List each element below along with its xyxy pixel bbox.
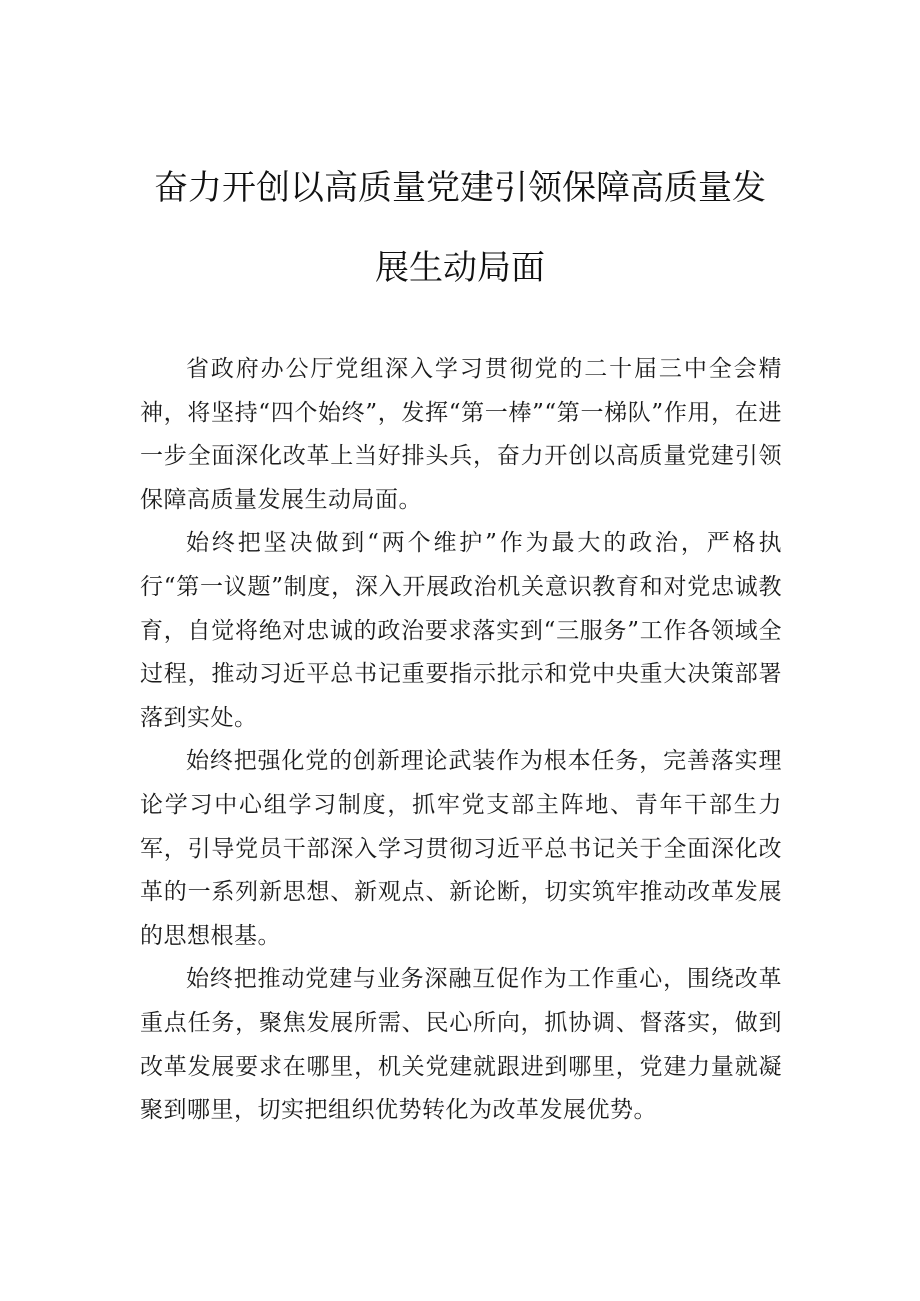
paragraph-political-loyalty: 始终把坚决做到“两个维护”作为最大的政治，严格执行“第一议题”制度，深入开展政治机关意识教育和对党忠诚教育，自觉将绝对忠诚的政治要求落实到“三服务”工作各领域全过程，推动习近平总书记重要指示批示和党中央重大决策部署落到实处。 — [140, 530, 782, 731]
document-title — [140, 148, 780, 308]
paragraph-party-building-integration: 始终把推动党建与业务深融互促作为工作重心，围绕改革重点任务，聚焦发展所需、民心所向，抓协调、督落实，做到改革发展要求在哪里，机关党建就跟进到哪里，党建力量就凝聚到哪里，切实把组织优势转化为改革发展优势。 — [140, 966, 782, 1124]
document-body — [140, 348, 782, 1133]
title-line-2: 展生动局面 — [375, 248, 545, 288]
title-line-1: 奋力开创以高质量党建引领保障高质量发 — [154, 168, 766, 208]
paragraph-intro: 省政府办公厅党组深入学习贯彻党的二十届三中全会精神，将坚持“四个始终”，发挥“第一棒”“第一梯队”作用，在进一步全面深化改革上当好排头兵，奋力开创以高质量党建引领保障高质量发展生动局面。 — [140, 356, 782, 513]
paragraph-theory-study: 始终把强化党的创新理论武装作为根本任务，完善落实理论学习中心组学习制度，抓牢党支部主阵地、青年干部生力军，引导党员干部深入学习贯彻习近平总书记关于全面深化改革的一系列新思想、新观点、新论断，切实筑牢推动改革发展的思想根基。 — [140, 748, 782, 949]
